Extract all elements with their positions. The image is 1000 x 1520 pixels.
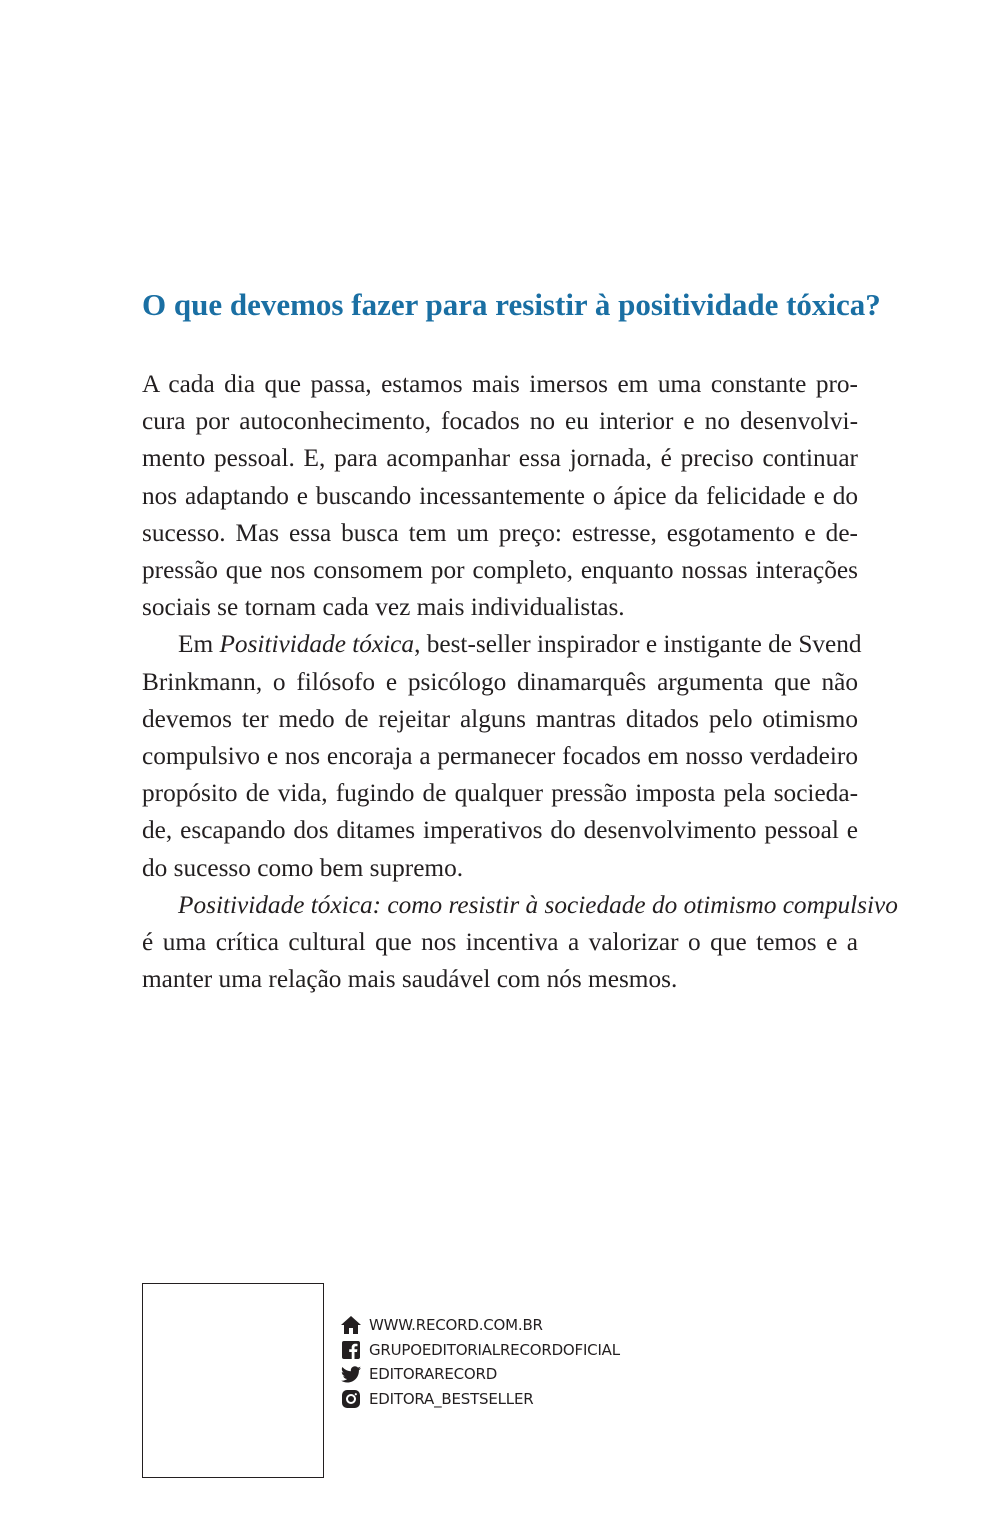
paragraph-3	[142, 887, 898, 999]
facebook-icon	[341, 1340, 361, 1360]
paragraph-2-line: devemos ter medo de rejeitar alguns mantras ditados pelo otimismo	[142, 704, 858, 733]
facebook-contact[interactable]	[341, 1338, 620, 1363]
synopsis-body	[142, 366, 898, 998]
publisher-contacts	[341, 1313, 620, 1411]
website-text: WWW.RECORD.COM.BR	[369, 1316, 543, 1334]
paragraph-1-line: cura por autoconhecimento, focados no eu interior e no desenvolvi-	[142, 407, 858, 436]
paragraph-2-line: propósito de vida, fugindo de qualquer pressão imposta pela socieda-	[142, 779, 858, 808]
paragraph-2-lead: Em	[178, 630, 220, 659]
paragraph-2-line: de, escapando dos ditames imperativos do desenvolvimento pessoal e	[142, 816, 858, 845]
facebook-text: GRUPOEDITORIALRECORDOFICIAL	[369, 1340, 620, 1359]
headline: O que devemos fazer para resistir à positividade tóxica?	[142, 287, 881, 322]
instagram-text: EDITORA_BESTSELLER	[369, 1389, 534, 1408]
barcode-placeholder-box	[142, 1283, 324, 1478]
twitter-icon	[341, 1364, 361, 1384]
paragraph-2	[142, 626, 862, 886]
paragraph-1-line: sucesso. Mas essa busca tem um preço: estresse, esgotamento e de-	[142, 518, 858, 547]
paragraph-2-first-line	[142, 626, 862, 663]
paragraph-2-line: do sucesso como bem supremo.	[142, 853, 464, 882]
website-contact[interactable]	[341, 1313, 620, 1338]
twitter-text: EDITORARECORD	[369, 1365, 498, 1383]
instagram-contact[interactable]	[341, 1387, 620, 1412]
twitter-contact[interactable]	[341, 1362, 620, 1387]
paragraph-2-line: Brinkmann, o filósofo e psicólogo dinamarquês argumenta que não	[142, 667, 858, 696]
paragraph-1-line: A cada dia que passa, estamos mais imersos em uma constante pro-	[142, 370, 858, 398]
book-full-title: Positividade tóxica: como resistir à sociedade do otimismo compulsivo	[178, 890, 898, 919]
paragraph-2-line-rest: , best-seller inspirador e instigante de Svend	[414, 630, 862, 659]
paragraph-2-line: compulsivo e nos encoraja a permanecer focados em nosso verdadeiro	[142, 742, 858, 771]
instagram-icon	[341, 1389, 361, 1409]
paragraph-1	[142, 366, 858, 626]
home-icon	[341, 1315, 361, 1335]
paragraph-3-line: manter uma relação mais saudável com nós mesmos.	[142, 965, 678, 994]
paragraph-1-line: mento pessoal. E, para acompanhar essa jornada, é preciso continuar	[142, 444, 858, 473]
paragraph-1-line: pressão que nos consomem por completo, enquanto nossas interações	[142, 556, 858, 585]
paragraph-1-line: nos adaptando e buscando incessantemente o ápice da felicidade e do	[142, 481, 858, 510]
paragraph-3-line: é uma crítica cultural que nos incentiva a valorizar o que temos e a	[142, 928, 858, 957]
book-title: Positividade tóxica	[219, 630, 415, 659]
paragraph-3-first-line	[142, 887, 898, 924]
paragraph-1-line: sociais se tornam cada vez mais individualistas.	[142, 593, 625, 622]
